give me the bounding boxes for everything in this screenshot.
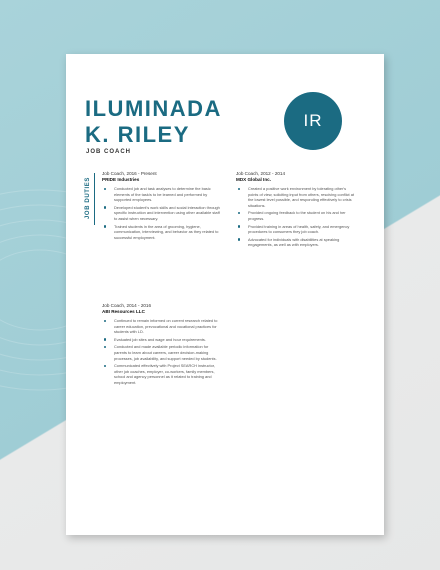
bullet-dot [104, 188, 106, 190]
bullet-item [102, 363, 222, 385]
bullet-item [102, 344, 222, 361]
name-first: ILUMINADA [85, 96, 222, 121]
job-company: MDX Global Inc. [236, 177, 271, 182]
bullet-text: Advocated for individuals with disabilities at speaking engagements, as well as with employers. [248, 236, 340, 248]
bullet-dot [104, 320, 106, 322]
bullet-dot [238, 188, 240, 190]
bullet-item [102, 205, 222, 222]
job-title: JOB COACH [86, 149, 132, 155]
bullet-item [102, 318, 222, 335]
section-label-vertical [81, 173, 95, 223]
job-bullets [102, 186, 222, 240]
bullet-text: Developed student's work skills and social interaction through specific instruction and intervention using other available staff to assist when necessary. [114, 204, 220, 221]
bullet-item [236, 186, 356, 208]
bullet-dot [104, 346, 106, 348]
bullet-dot [104, 225, 106, 227]
bullet-text: Evaluated job sites and wage and hour requirements. [114, 336, 206, 342]
job-entry-mdx [236, 171, 356, 250]
section-divider [94, 173, 95, 225]
bullet-item [236, 224, 356, 235]
bullet-text: Communicated effectively with Project SEARCH instructor, other job coaches, employer, co-workers, family members, school and agency personnel as it related to training and employment. [114, 363, 215, 385]
bullet-text: Conducted and made available periodic information for parents to learn about careers, career decision-making processes, job availability, and support needed by students. [114, 344, 217, 361]
bullet-text: Conducted job and task analyses to determine the basic elements of the task/s to be learned and performed by supported employees. [114, 186, 211, 203]
bullet-text: Trained students in the area of grooming, hygiene, communication, interviewing, and behavior as they related to successful employment. [114, 223, 219, 240]
bullet-item [102, 337, 222, 343]
bullet-item [102, 224, 222, 241]
resume-sheet [66, 54, 384, 535]
bullet-dot [238, 238, 240, 240]
bullet-dot [104, 338, 106, 340]
job-bullets [236, 186, 356, 248]
bullet-item [102, 186, 222, 203]
bullet-text: Created a positive work environment by tolerating other's points of view, soliciting input from others, resolving conflict at the lowest level possible, and responding effectively to crisis situations. [248, 186, 354, 208]
bullet-dot [104, 206, 106, 208]
job-heading: Job Coach, 2012 - 2014 [236, 171, 286, 176]
job-company: PRIDE Industries [102, 177, 140, 182]
bullet-text: Continued to remain informed on current research related to career education, prevocational and vocational practices for students with LD. [114, 318, 218, 335]
bullet-text: Provided ongoing feedback to the student on his and her progress. [248, 210, 346, 221]
section-label: JOB DUTIES [85, 176, 91, 220]
bullet-item [236, 210, 356, 221]
bullet-item [236, 237, 356, 248]
bullet-text: Provided training in areas of health, safety, and emergency procedures to consumers they job coach. [248, 223, 350, 235]
job-entry-abi [102, 303, 222, 388]
monogram-circle [284, 92, 342, 150]
job-heading: Job Coach, 2014 - 2016 [102, 303, 152, 308]
name-last: K. RILEY [85, 122, 190, 147]
bullet-dot [104, 365, 106, 367]
job-company: ABI Resources LLC [102, 309, 145, 314]
bullet-dot [238, 225, 240, 227]
candidate-name [85, 96, 285, 148]
monogram-initials: IR [303, 111, 323, 130]
job-heading: Job Coach, 2016 - Present [102, 171, 157, 176]
job-bullets [102, 318, 222, 386]
job-entry-pride [102, 171, 222, 242]
bullet-dot [238, 212, 240, 214]
